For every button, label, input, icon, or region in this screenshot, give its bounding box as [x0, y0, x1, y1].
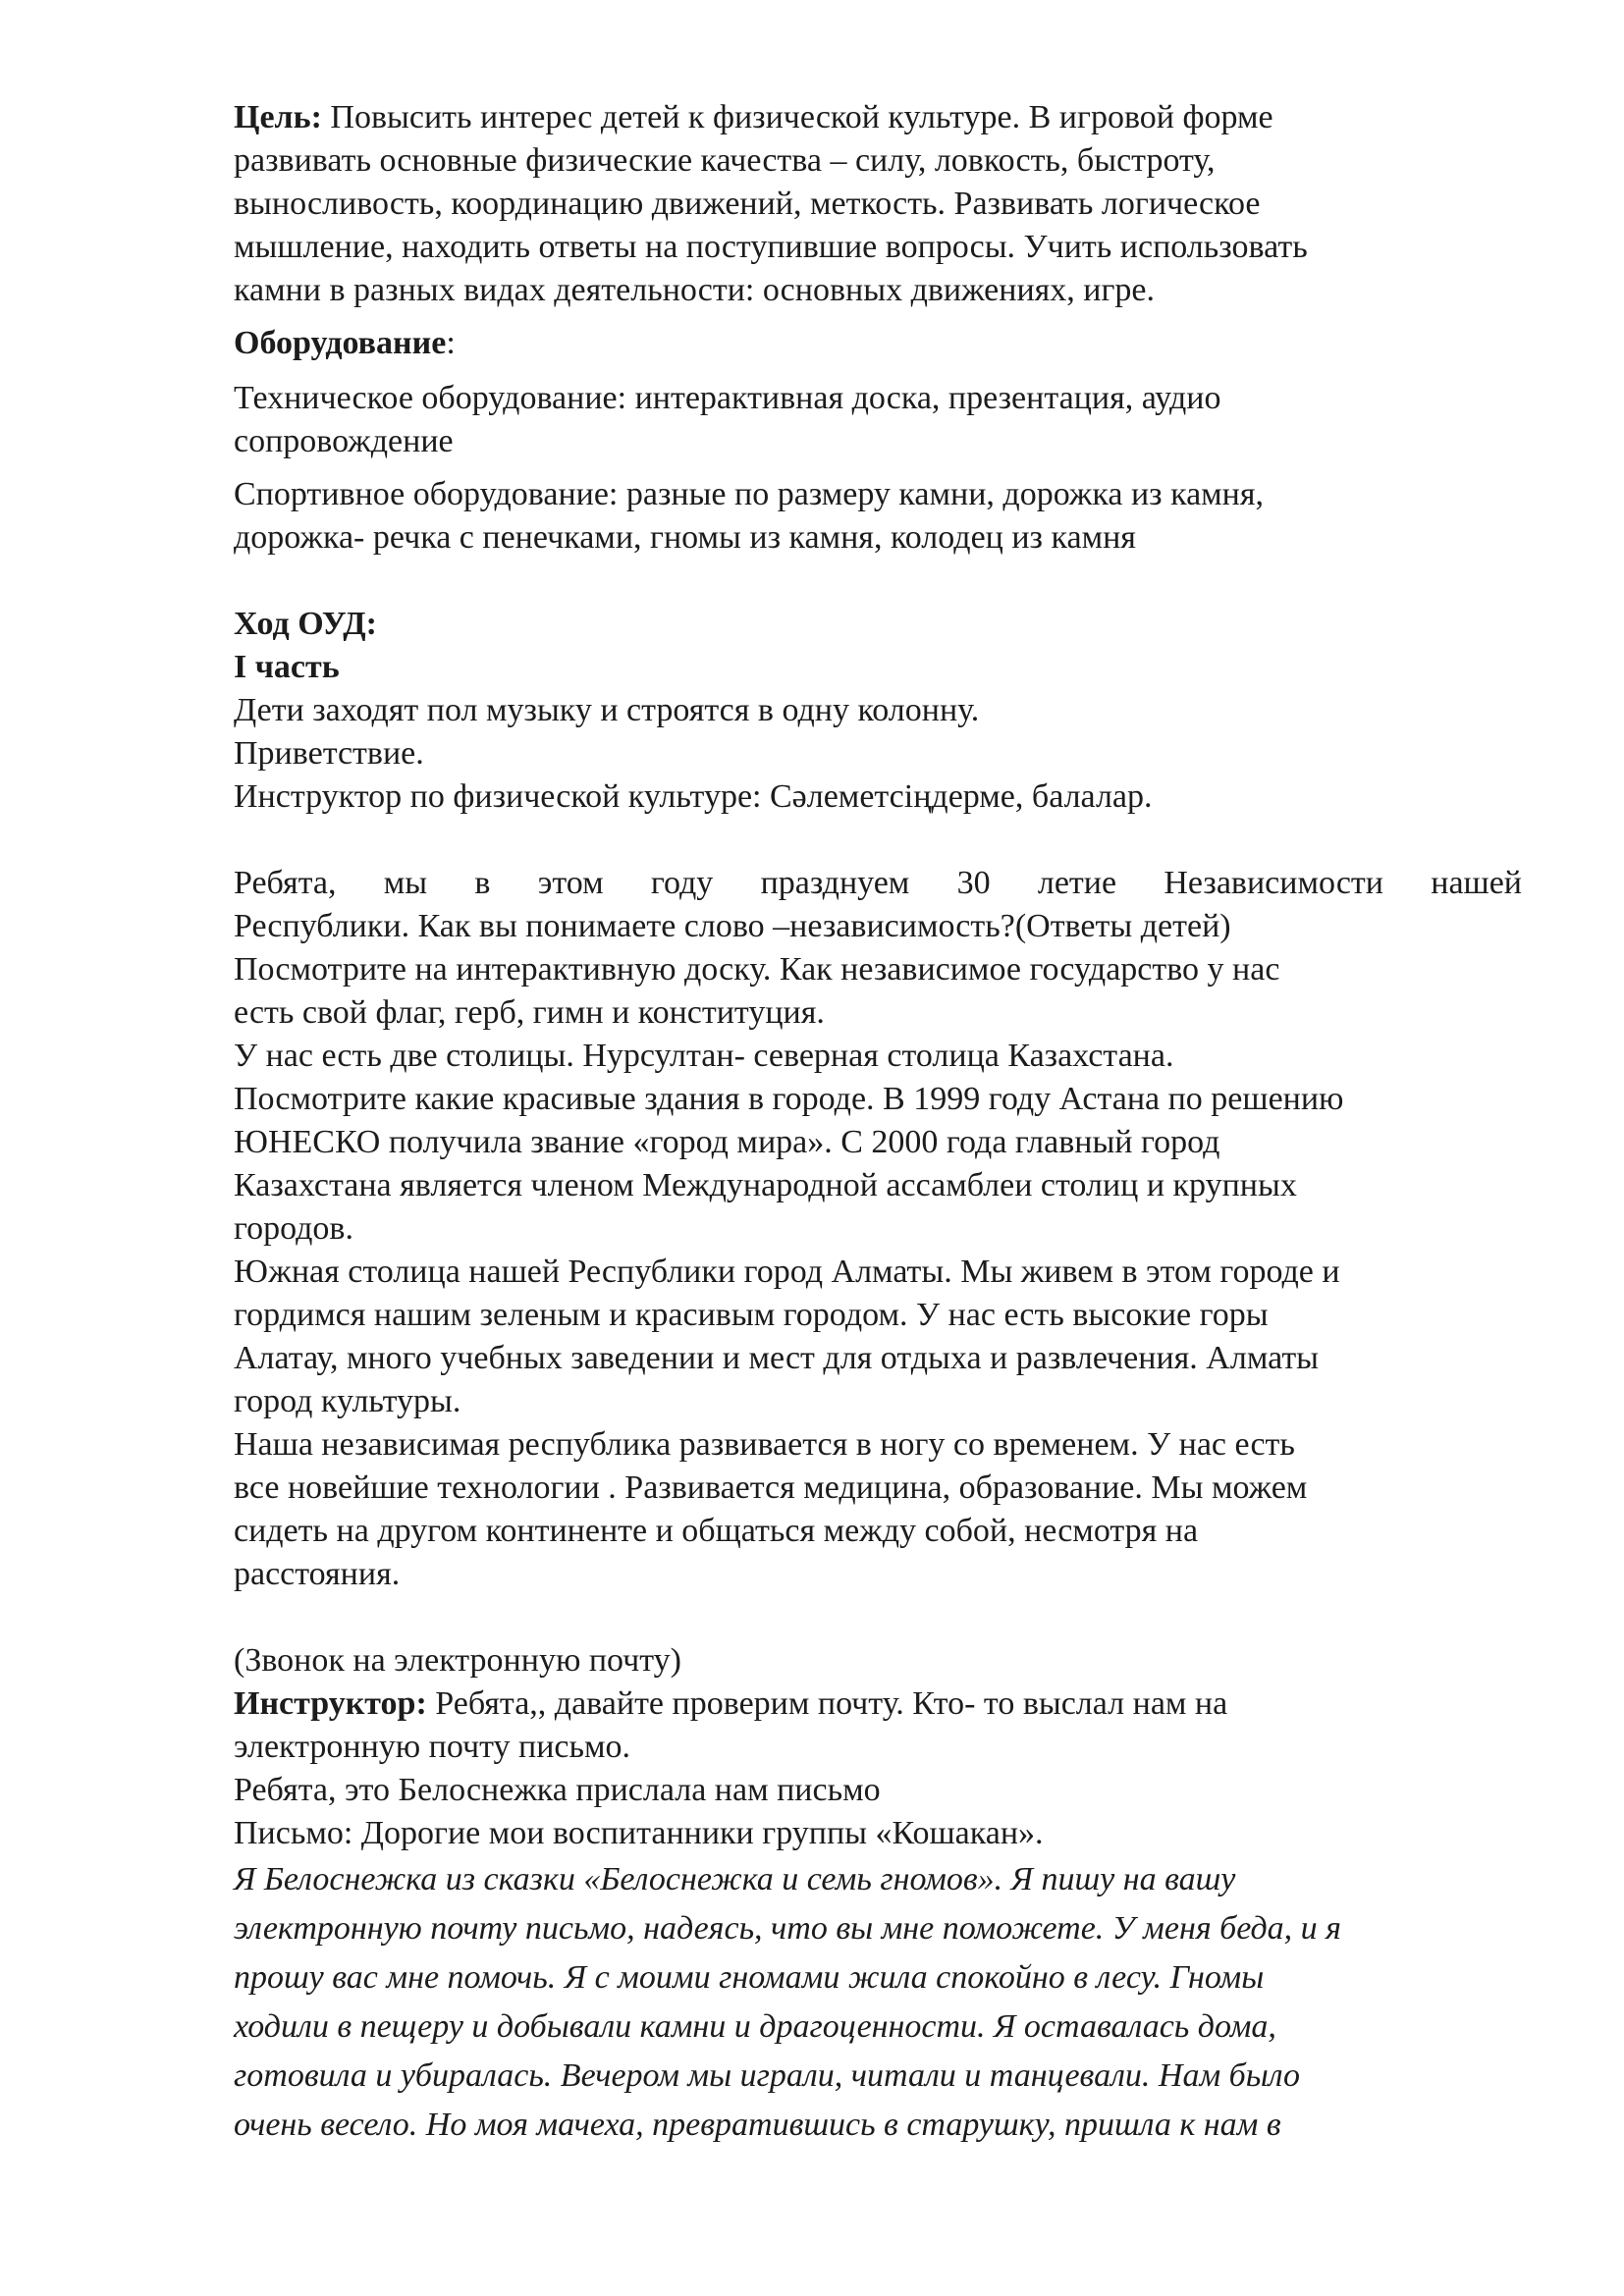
paragraph-line: Республики. Как вы понимаете слово –независимость?(Ответы детей): [234, 908, 1231, 944]
document-page: [234, 96, 1522, 2150]
paragraph-line: У нас есть две столицы. Нурсултан- северная столица Казахстана.: [234, 1038, 1174, 1074]
instructor-block: [234, 1682, 1522, 1855]
goal-line-1: [234, 96, 1522, 139]
intro-block: [234, 689, 1522, 819]
letter-line: прошу вас мне помочь. Я с моими гномами жила спокойно в лесу. Гномы: [234, 1959, 1265, 1996]
goal-paragraph: [234, 96, 1522, 312]
letter-line: Я Белоснежка из сказки «Белоснежка и семь гномов». Я пишу на вашу: [234, 1861, 1236, 1897]
goal-text: Повысить интерес детей к физической культуре. В игровой форме: [321, 99, 1273, 135]
paragraph-line: Посмотрите на интерактивную доску. Как независимое государство у нас: [234, 951, 1280, 988]
paragraph-line: город культуры.: [234, 1383, 461, 1419]
intro-line: Дети заходят пол музыку и строятся в одну колонну.: [234, 692, 980, 728]
paragraph-line: городов.: [234, 1210, 353, 1247]
equipment-colon: :: [446, 325, 456, 361]
independence-paragraph: [234, 862, 1522, 1596]
technical-line: сопровождение: [234, 423, 454, 459]
instructor-line: Ребята, это Белоснежка прислала нам письмо: [234, 1772, 881, 1808]
goal-line: развивать основные физические качества – силу, ловкость, быстроту,: [234, 142, 1216, 179]
paragraph-line: есть свой флаг, герб, гимн и конституция.: [234, 994, 825, 1031]
goal-line: мышление, находить ответы на поступившие вопросы. Учить использовать: [234, 229, 1308, 265]
technical-line: Техническое оборудование: интерактивная доска, презентация, аудио: [234, 380, 1221, 416]
paragraph-line: все новейшие технологии . Развивается медицина, образование. Мы можем: [234, 1469, 1308, 1506]
paragraph-line: расстояния.: [234, 1556, 401, 1592]
paragraph-line: ЮНЕСКО получила звание «город мира». С 2000 года главный город: [234, 1124, 1220, 1160]
equipment-heading: [234, 322, 1522, 365]
paragraph-line: сидеть на другом континенте и общаться между собой, несмотря на: [234, 1513, 1199, 1549]
goal-line: выносливость, координацию движений, меткость. Развивать логическое: [234, 186, 1261, 222]
intro-line: Инструктор по физической культуре: Сәлеметсіңдерме, балалар.: [234, 778, 1153, 815]
paragraph-line: Алатау, много учебных заведении и мест для отдыха и развлечения. Алматы: [234, 1340, 1320, 1376]
goal-line: камни в разных видах деятельности: основных движениях, игре.: [234, 272, 1156, 308]
letter-line: готовила и убиралась. Вечером мы играли, читали и танцевали. Нам было: [234, 2057, 1301, 2094]
paragraph-line: Южная столица нашей Республики город Алматы. Мы живем в этом городе и: [234, 1254, 1340, 1290]
instructor-line: Письмо: Дорогие мои воспитанники группы «Кошакан».: [234, 1815, 1044, 1851]
letter-line: электронную почту письмо, надеясь, что вы мне поможете. У меня беда, и я: [234, 1910, 1341, 1947]
letter-line: ходили в пещеру и добывали камни и драгоценности. Я оставалась дома,: [234, 2008, 1276, 2045]
technical-equipment: [234, 377, 1522, 463]
instructor-line-1: [234, 1682, 1522, 1726]
sport-line: дорожка- речка с пенечками, гномы из камня, колодец из камня: [234, 519, 1136, 556]
paragraph-line: Посмотрите какие красивые здания в городе. В 1999 году Астана по решению: [234, 1081, 1344, 1117]
instructor-label: Инструктор:: [234, 1685, 427, 1722]
course-heading: Ход ОУД:: [234, 606, 377, 642]
goal-label: Цель:: [234, 99, 322, 135]
equipment-label: Оборудование: [234, 325, 447, 361]
paragraph-line: Наша независимая республика развивается в ногу со временем. У нас есть: [234, 1426, 1295, 1463]
instructor-line: электронную почту письмо.: [234, 1729, 630, 1765]
paragraph-justified-line: Ребята, мы в этом году празднуем 30 летие Независимости нашей: [234, 865, 1522, 901]
sport-equipment: [234, 473, 1522, 560]
email-call-note: (Звонок на электронную почту): [234, 1642, 681, 1679]
letter-text: [234, 1855, 1522, 2150]
instructor-text: Ребята,, давайте проверим почту. Кто- то выслал нам на: [426, 1685, 1228, 1722]
part-heading: I часть: [234, 649, 340, 685]
paragraph-line: гордимся нашим зеленым и красивым городом. У нас есть высокие горы: [234, 1297, 1269, 1333]
intro-line: Приветствие.: [234, 735, 424, 772]
paragraph-line: Казахстана является членом Международной ассамблеи столиц и крупных: [234, 1167, 1297, 1203]
letter-line: очень весело. Но моя мачеха, превратившись в старушку, пришла к нам в: [234, 2107, 1281, 2143]
sport-line: Спортивное оборудование: разные по размеру камни, дорожка из камня,: [234, 476, 1265, 512]
